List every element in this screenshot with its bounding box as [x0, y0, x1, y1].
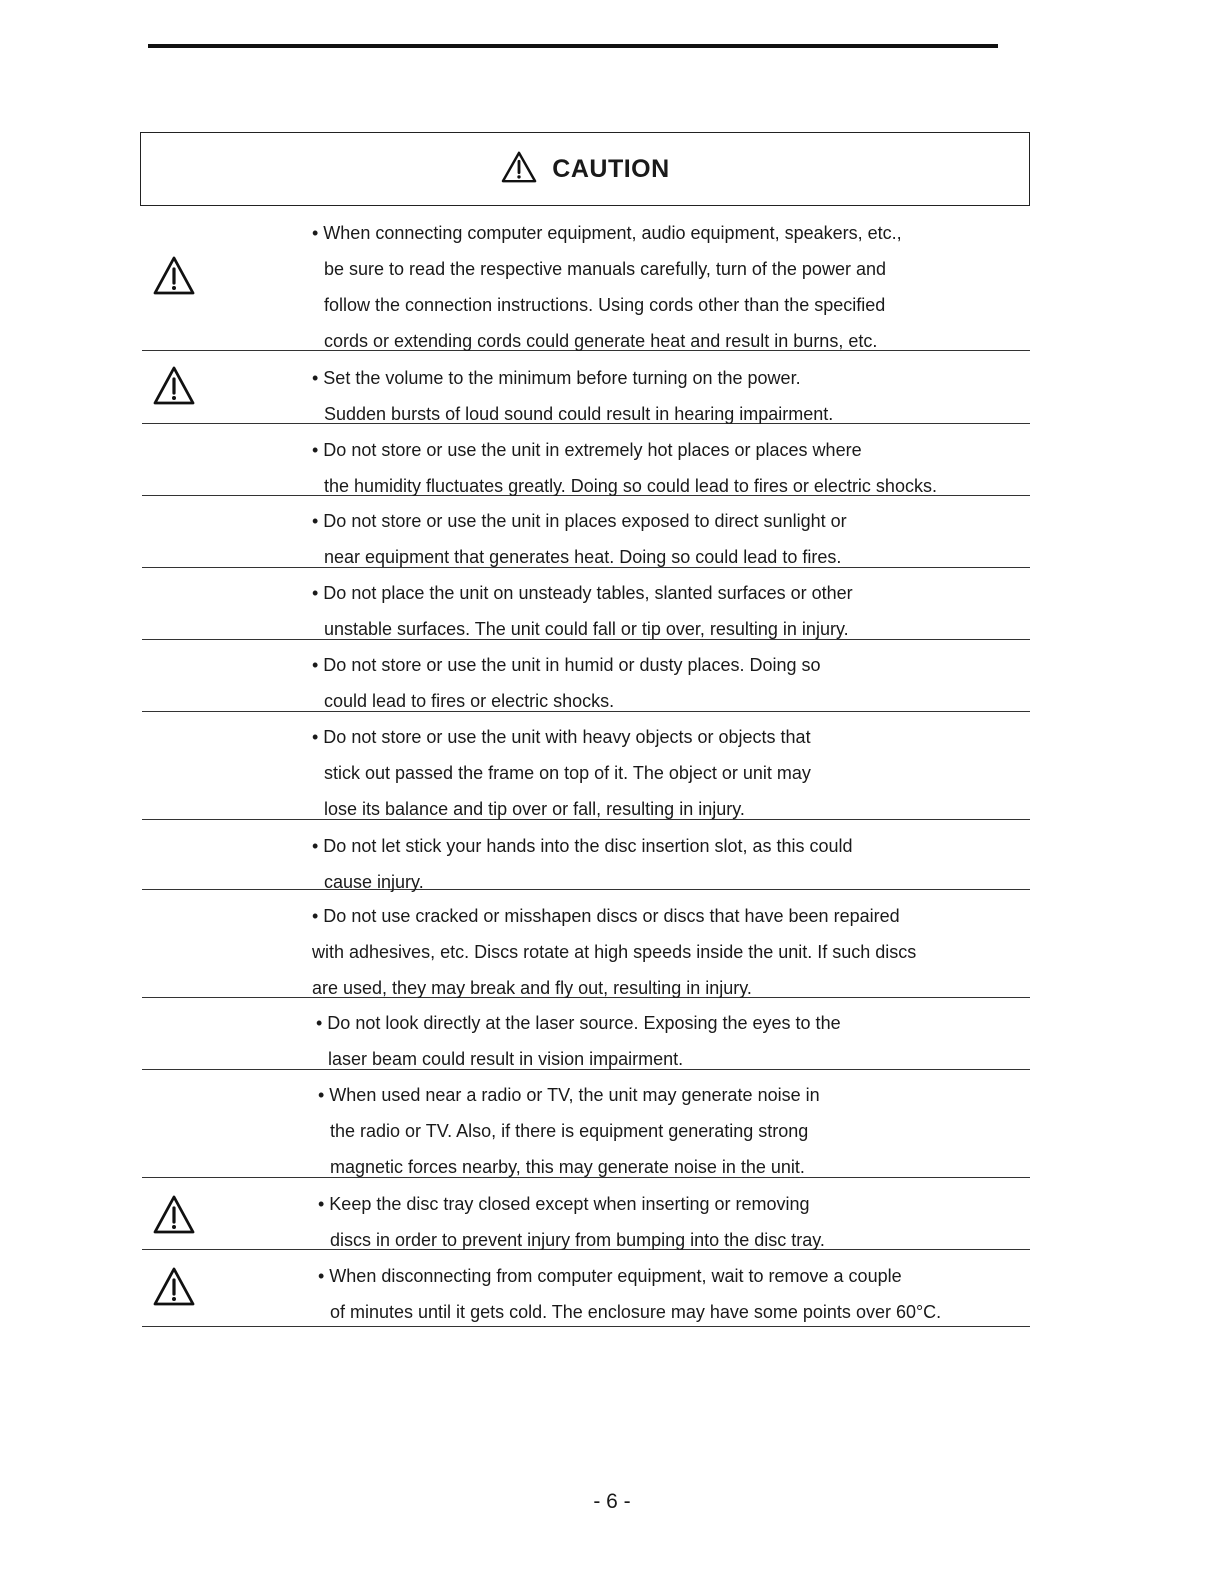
caution-item	[142, 1249, 1030, 1327]
caution-header	[140, 132, 1030, 206]
warning-triangle-icon	[142, 256, 206, 296]
caution-text-line: • Do not look directly at the laser source. Exposing the eyes to the	[316, 1013, 841, 1033]
caution-text-line: • Set the volume to the minimum before turning on the power.	[312, 368, 801, 388]
caution-text-line: follow the connection instructions. Using cords other than the specified	[324, 295, 886, 315]
caution-text-line: laser beam could result in vision impairment.	[328, 1049, 684, 1069]
caution-text-line: unstable surfaces. The unit could fall or tip over, resulting in injury.	[324, 619, 849, 639]
warning-triangle-icon	[142, 366, 206, 406]
caution-text-line: lose its balance and tip over or fall, resulting in injury.	[324, 799, 745, 819]
caution-text-line: discs in order to prevent injury from bumping into the disc tray.	[330, 1230, 825, 1250]
caution-item	[142, 1069, 1030, 1178]
caution-text-line: magnetic forces nearby, this may generate noise in the unit.	[330, 1157, 805, 1177]
caution-item	[142, 711, 1030, 820]
caution-text-line: with adhesives, etc. Discs rotate at high speeds inside the unit. If such discs	[312, 942, 917, 962]
caution-text-line: stick out passed the frame on top of it. The object or unit may	[324, 763, 811, 783]
page-number: - 6 -	[593, 1490, 631, 1513]
caution-item	[142, 350, 1030, 424]
caution-text-line: • Do not let stick your hands into the disc insertion slot, as this could	[312, 836, 853, 856]
warning-triangle-icon	[142, 1195, 206, 1235]
caution-item	[142, 819, 1030, 890]
caution-text-line: • Keep the disc tray closed except when inserting or removing	[318, 1194, 810, 1214]
caution-text-line: • Do not store or use the unit in humid or dusty places. Doing so	[312, 655, 821, 675]
caution-item	[142, 1177, 1030, 1250]
caution-text-line: near equipment that generates heat. Doing so could lead to fires.	[324, 547, 842, 567]
caution-text-line: are used, they may break and fly out, resulting in injury.	[312, 978, 752, 998]
caution-text-line: the humidity fluctuates greatly. Doing so could lead to fires or electric shocks.	[324, 476, 937, 496]
caution-item	[142, 889, 1030, 998]
caution-text-line: • When disconnecting from computer equipment, wait to remove a couple	[318, 1266, 902, 1286]
caution-text-line: be sure to read the respective manuals carefully, turn of the power and	[324, 259, 886, 279]
caution-text-line: • When used near a radio or TV, the unit may generate noise in	[318, 1085, 820, 1105]
caution-text-line: cords or extending cords could generate heat and result in burns, etc.	[324, 331, 878, 351]
caution-text-line: of minutes until it gets cold. The enclosure may have some points over 60°C.	[330, 1302, 942, 1322]
caution-text-line: • Do not use cracked or misshapen discs or discs that have been repaired	[312, 906, 900, 926]
caution-item	[142, 639, 1030, 712]
top-rule	[148, 44, 998, 48]
caution-text-line: • When connecting computer equipment, audio equipment, speakers, etc.,	[312, 223, 902, 243]
caution-text-line: could lead to fires or electric shocks.	[324, 691, 615, 711]
warning-triangle-icon	[142, 1267, 206, 1307]
caution-text-line: • Do not store or use the unit in extremely hot places or places where	[312, 440, 862, 460]
caution-text-line: • Do not place the unit on unsteady tables, slanted surfaces or other	[312, 583, 853, 603]
caution-item	[142, 423, 1030, 496]
caution-text-line: • Do not store or use the unit in places exposed to direct sunlight or	[312, 511, 847, 531]
caution-item	[142, 495, 1030, 568]
caution-title: CAUTION	[552, 154, 670, 183]
caution-text-line: cause injury.	[324, 872, 424, 892]
caution-item	[142, 997, 1030, 1070]
caution-text-line: • Do not store or use the unit with heavy objects or objects that	[312, 727, 811, 747]
caution-item	[142, 567, 1030, 640]
caution-text-line: the radio or TV. Also, if there is equipment generating strong	[330, 1121, 809, 1141]
caution-text-line: Sudden bursts of loud sound could result in hearing impairment.	[324, 404, 834, 424]
caution-item	[142, 206, 1030, 351]
warning-triangle-icon	[500, 150, 538, 184]
